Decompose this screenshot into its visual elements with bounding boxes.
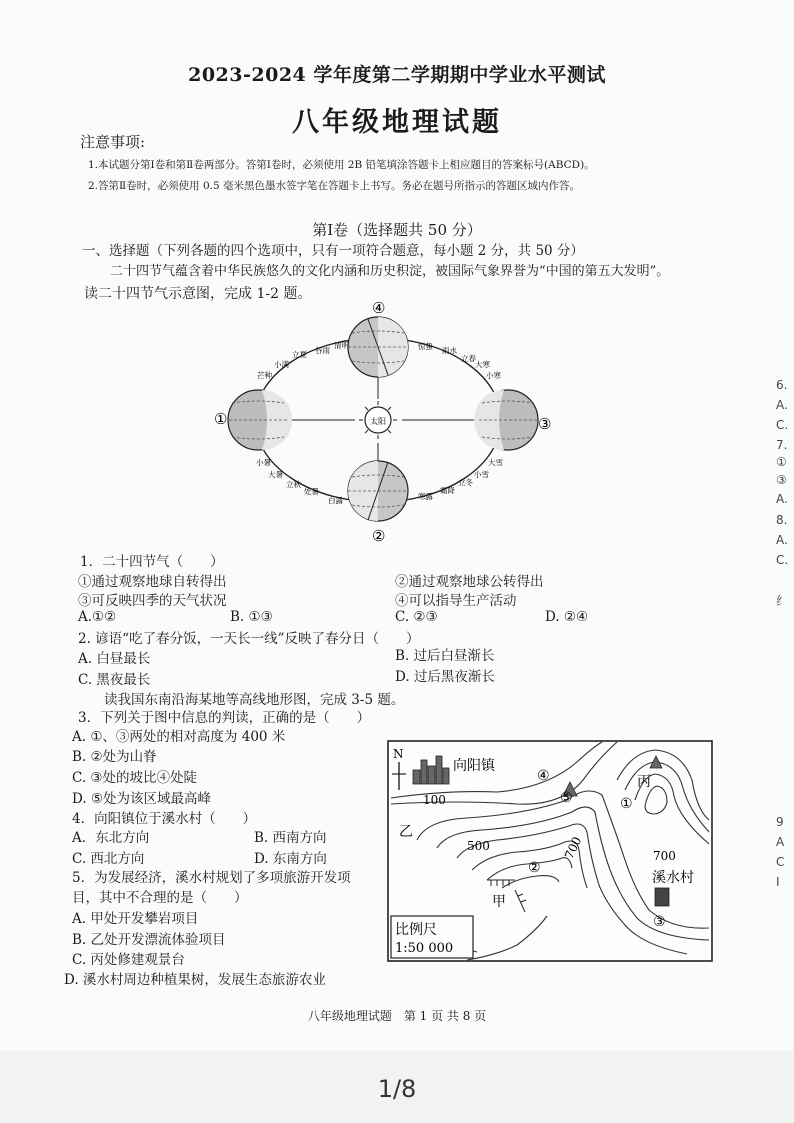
q2-option-a: A. 白昼最长	[78, 651, 151, 667]
term-label: 立夏	[292, 350, 307, 359]
solar-terms-diagram	[200, 295, 560, 545]
earth-globe-1	[228, 390, 292, 450]
contour-label-500: 500	[467, 839, 490, 853]
q3-option-c: C. ③处的坡比④处陡	[72, 770, 198, 786]
position-label-4: ④	[372, 299, 386, 317]
q2-option-c: C. 黑夜最长	[78, 672, 151, 688]
section-instruction: 一、选择题（下列各题的四个选项中，只有一项符合题意，每小题 2 分，共 50 分）	[82, 243, 584, 259]
term-label: 惊蛰	[418, 342, 433, 351]
term-label: 立春	[461, 354, 476, 363]
earth-globe-3	[474, 390, 538, 450]
point-label-3: ③	[653, 914, 666, 930]
q1-option-c: C. ②③	[395, 609, 438, 625]
edge-fragment: 8.	[776, 513, 788, 527]
edge-fragment: 9	[776, 815, 784, 829]
q2-option-d: D. 过后黑夜渐长	[395, 669, 495, 685]
scale-value: 1:50 000	[395, 941, 454, 956]
q1-option-b: B. ①③	[230, 609, 273, 625]
term-label: 大雪	[488, 458, 503, 467]
notice-item-1: 1.本试题分第Ⅰ卷和第Ⅱ卷两部分。答第Ⅰ卷时，必须使用 2B 铅笔填涂答题卡上相应题目的答案标号(ABCD)。	[88, 159, 595, 171]
q5-stem-line2: 目，其中不合理的是（ ）	[72, 890, 248, 906]
q5-option-a: A. 甲处开发攀岩项目	[72, 911, 199, 927]
edge-fragment: A.	[776, 398, 788, 412]
place-jia-label: 甲	[492, 894, 506, 910]
q4-option-c: C. 西北方向	[72, 851, 145, 867]
term-label: 立冬	[458, 478, 473, 487]
exam-title: 八年级地理试题	[292, 107, 502, 138]
q5-option-c: C. 丙处修建观景台	[72, 952, 185, 968]
intro-paragraph-line2: 读二十四节气示意图，完成 1-2 题。	[84, 286, 312, 302]
earth-globe-2	[348, 461, 408, 521]
term-label: 立秋	[286, 480, 301, 489]
sun-icon	[359, 401, 397, 439]
exam-title-line1: 2023-2024 学年度第二学期期中学业水平测试	[188, 64, 606, 86]
edge-fragment: 7.	[776, 438, 788, 452]
edge-fragment: ①	[776, 455, 787, 469]
term-label: 大暑	[268, 470, 283, 479]
point-label-5: ⑤	[560, 790, 573, 806]
q3-stem: 3．下列关于图中信息的判读，正确的是（ ）	[78, 710, 371, 726]
term-label: 小寒	[486, 371, 501, 380]
q1-stem: 1．二十四节气（ ）	[80, 554, 224, 570]
edge-fragment: ③	[776, 473, 787, 487]
edge-fragment: A.	[776, 492, 788, 506]
q5-option-b: B. 乙处开发漂流体验项目	[72, 932, 226, 948]
edge-fragment: C.	[776, 553, 789, 567]
place-bing-label: 丙	[637, 774, 651, 790]
scale-label: 比例尺	[395, 922, 437, 938]
q4-option-d: D. 东南方向	[254, 851, 327, 867]
q1-statement-2: ②通过观察地球公转得出	[395, 574, 544, 590]
term-label: 处暑	[304, 487, 319, 496]
edge-fragment: A	[776, 835, 785, 849]
q1-option-d: D. ②④	[545, 609, 589, 625]
page-footer: 八年级地理试题 第 1 页 共 8 页	[307, 1009, 487, 1023]
section-title: 第Ⅰ卷（选择题共 50 分）	[312, 221, 482, 239]
village-label: 溪水村	[652, 870, 694, 886]
edge-fragment: C	[776, 855, 785, 869]
position-label-3: ③	[538, 415, 552, 433]
term-label: 大寒	[475, 360, 490, 369]
point-label-2: ②	[528, 860, 541, 876]
village-icon	[655, 888, 669, 906]
notice-heading: 注意事项:	[80, 133, 146, 151]
term-label: 清明	[334, 341, 349, 350]
contour-label-700-b: 700	[653, 849, 676, 863]
q1-statement-3: ③可反映四季的天气状况	[78, 593, 227, 609]
q4-option-a: A．东北方向	[72, 830, 150, 846]
q3-option-a: A. ①、③两处的相对高度为 400 米	[72, 729, 286, 745]
term-label: 白露	[328, 496, 343, 505]
edge-fragment: C.	[776, 418, 789, 432]
q5-option-d: D. 溪水村周边种植果树，发展生态旅游农业	[64, 972, 326, 988]
term-label: 小满	[274, 360, 289, 369]
contour-map	[387, 740, 713, 962]
edge-fragment: 6.	[776, 378, 788, 392]
position-label-2: ②	[372, 527, 386, 545]
position-label-1: ①	[214, 410, 228, 428]
edge-fragment: A.	[776, 533, 788, 547]
notice-item-2: 2.答第Ⅱ卷时，必须使用 0.5 毫米黑色墨水签字笔在答题卡上书写。务必在题号所指示的答题区域内作答。	[88, 180, 581, 192]
earth-globe-4	[348, 317, 408, 377]
point-label-1: ①	[620, 796, 633, 812]
term-label: 小暑	[256, 458, 271, 467]
contour-label-700-a: 700	[561, 834, 585, 862]
town-label: 向阳镇	[453, 758, 495, 774]
intro-q3-5: 读我国东南沿海某地等高线地形图，完成 3-5 题。	[104, 692, 405, 708]
point-label-4: ④	[537, 768, 550, 784]
term-label: 芒种	[257, 371, 272, 380]
term-label: 谷雨	[315, 346, 330, 355]
q1-statement-1: ①通过观察地球自转得出	[78, 574, 227, 590]
q5-stem-line1: 5．为发展经济，溪水村规划了多项旅游开发项	[72, 870, 351, 886]
q1-statement-4: ④可以指导生产活动	[395, 593, 517, 609]
edge-fragment: 纟	[776, 594, 789, 608]
sun-label: 太阳	[370, 417, 386, 426]
contour-label-100: 100	[423, 793, 446, 807]
north-label: N	[393, 747, 404, 761]
q2-stem: 2. 谚语“吃了春分饭，一天长一线”反映了春分日（ ）	[78, 631, 420, 647]
term-label: 霜降	[440, 486, 455, 495]
place-yi-label: 乙	[399, 824, 413, 840]
q1-option-a: A.①②	[78, 609, 117, 625]
term-label: 小雪	[474, 470, 489, 479]
q2-option-b: B. 过后白昼渐长	[395, 648, 495, 664]
edge-fragment: I	[776, 875, 780, 889]
q3-option-b: B. ②处为山脊	[72, 749, 157, 765]
q4-stem: 4．向阳镇位于溪水村（ ）	[72, 811, 257, 827]
term-label: 寒露	[418, 492, 433, 501]
term-label: 雨水	[442, 346, 457, 355]
q4-option-b: B. 西南方向	[254, 830, 327, 846]
intro-paragraph-line1: 二十四节气蕴含着中华民族悠久的文化内涵和历史积淀，被国际气象界誉为“中国的第五大发明”。	[110, 264, 670, 279]
q3-option-d: D. ⑤处为该区域最高峰	[72, 791, 212, 807]
page-indicator: 1/8	[377, 1075, 417, 1103]
